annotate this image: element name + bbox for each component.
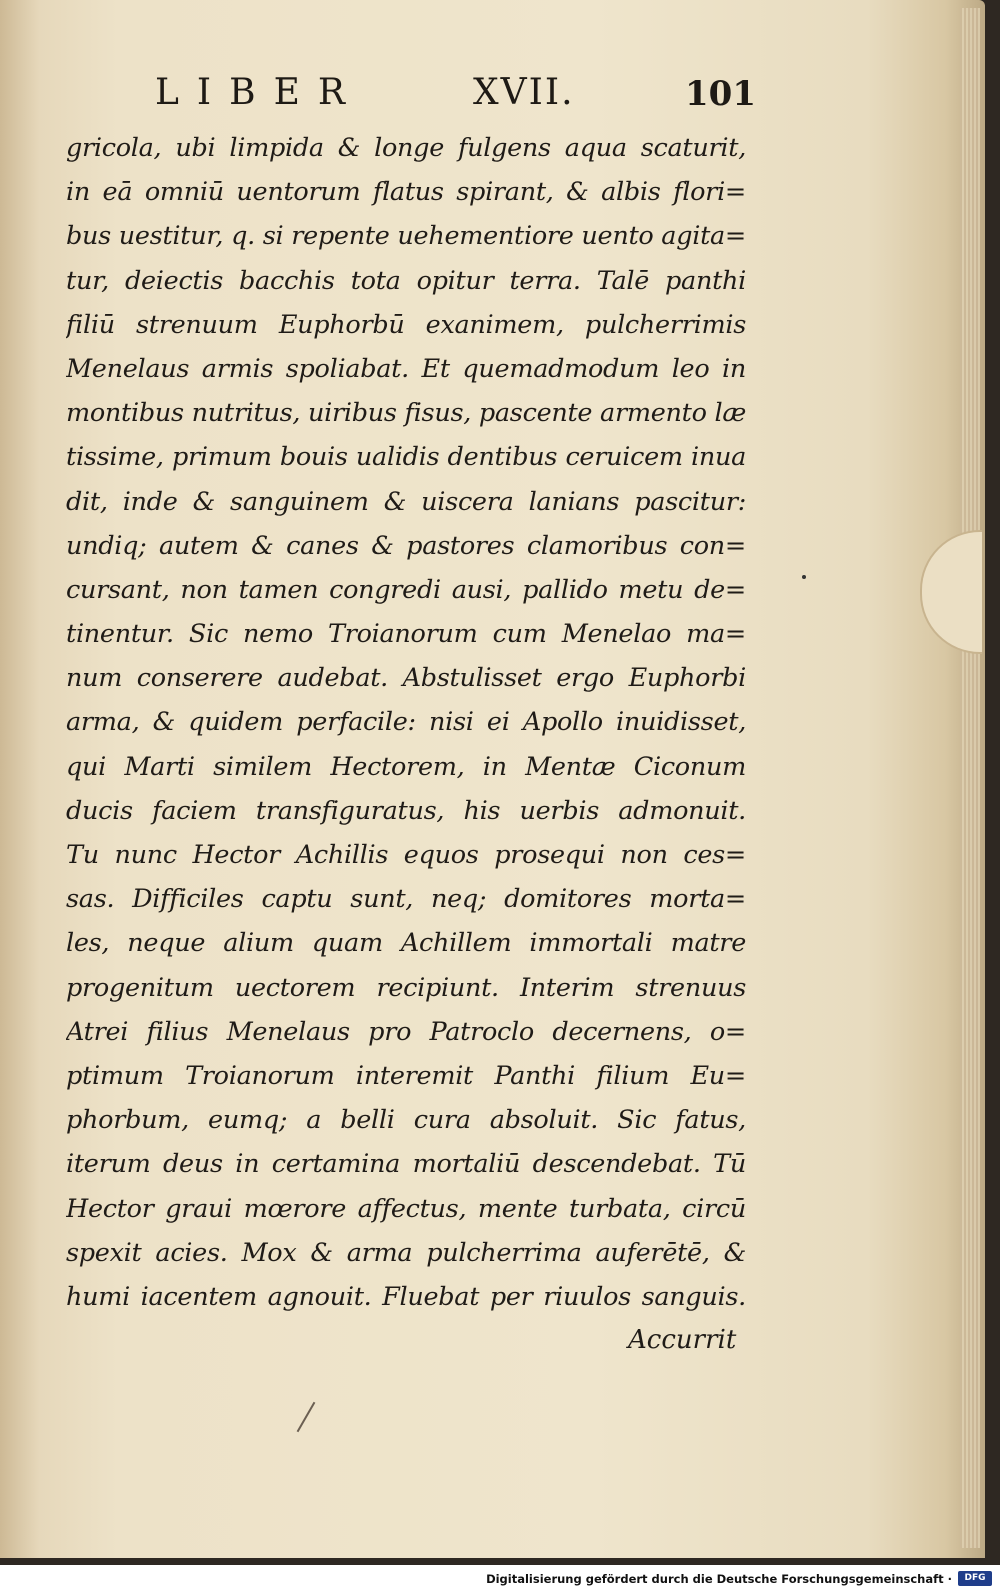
running-head-book: LIBER	[155, 72, 363, 113]
text-line: montibus nutritus, uiribus fisus, pascente armento læ	[66, 398, 746, 429]
text-line: ducis faciem transfiguratus, his uerbis admonuit.	[66, 795, 746, 826]
text-line: Menelaus armis spoliabat. Et quemadmodum leo in	[66, 353, 746, 384]
text-line: qui Marti similem Hectorem, in Mentæ Ciconum	[66, 751, 746, 782]
text-line: sas. Difficiles captu sunt, neq; domitores morta=	[66, 884, 746, 915]
text-line: dit, inde & sanguinem & uiscera lanians pascitur:	[66, 486, 746, 517]
text-line: gricola, ubi limpida & longe fulgens aqua scaturit,	[66, 133, 746, 163]
pencil-mark	[297, 1402, 316, 1432]
text-line: spexit acies. Mox & arma pulcherrima auferētē, &	[66, 1237, 746, 1268]
footer-bar	[0, 1565, 1000, 1593]
text-line: bus uestitur, q. si repente uehementiore uento agita=	[66, 221, 746, 252]
text-line: arma, & quidem perfacile: nisi ei Apollo inuidisset,	[66, 707, 746, 738]
text-line: humi iacentem agnouit. Fluebat per riuulos sanguis.	[66, 1281, 746, 1312]
catchword: Accurrit	[628, 1325, 737, 1355]
text-line: les, neque alium quam Achillem immortali matre	[66, 928, 746, 959]
text-line: ptimum Troianorum interemit Panthi filium Eu=	[66, 1060, 746, 1091]
text-line: tur, deiectis bacchis tota opitur terra. Talē panthi	[66, 265, 746, 296]
text-line: progenitum uectorem recipiunt. Interim strenuus	[66, 972, 746, 1003]
text-line: Atrei filius Menelaus pro Patroclo decernens, o=	[66, 1016, 746, 1047]
page-number: 101	[685, 74, 756, 114]
ink-dot	[802, 575, 806, 579]
page-edge	[960, 8, 980, 1548]
text-line: num conserere audebat. Abstulisset ergo Euphorbi	[66, 663, 746, 694]
running-head-chapter: XVII.	[473, 72, 575, 113]
text-line: tinentur. Sic nemo Troianorum cum Menelao ma=	[66, 619, 746, 650]
text-line: Hector graui mœrore affectus, mente turbata, circū	[66, 1193, 746, 1224]
text-line: undiq; autem & canes & pastores clamoribus con=	[66, 530, 746, 561]
funding-credit: Digitalisierung gefördert durch die Deutsche Forschungsgemeinschaft ·	[486, 1572, 952, 1586]
thumb-tab	[920, 530, 982, 654]
dfg-logo-icon: DFG	[958, 1571, 992, 1586]
text-line: filiū strenuum Euphorbū exanimem, pulcherrimis	[66, 309, 746, 340]
text-line: tissime, primum bouis ualidis dentibus ceruicem inua	[66, 442, 746, 473]
body-text	[66, 126, 746, 1319]
text-line: cursant, non tamen congredi ausi, pallido metu de=	[66, 574, 746, 605]
text-line: phorbum, eumq; a belli cura absoluit. Sic fatus,	[66, 1105, 746, 1136]
text-line: iterum deus in certamina mortaliū descendebat. Tū	[66, 1149, 746, 1180]
text-line: Tu nunc Hector Achillis equos prosequi non ces=	[66, 840, 746, 870]
text-line: in eā omniū uentorum flatus spirant, & albis flori=	[66, 177, 746, 208]
running-head	[155, 72, 756, 122]
